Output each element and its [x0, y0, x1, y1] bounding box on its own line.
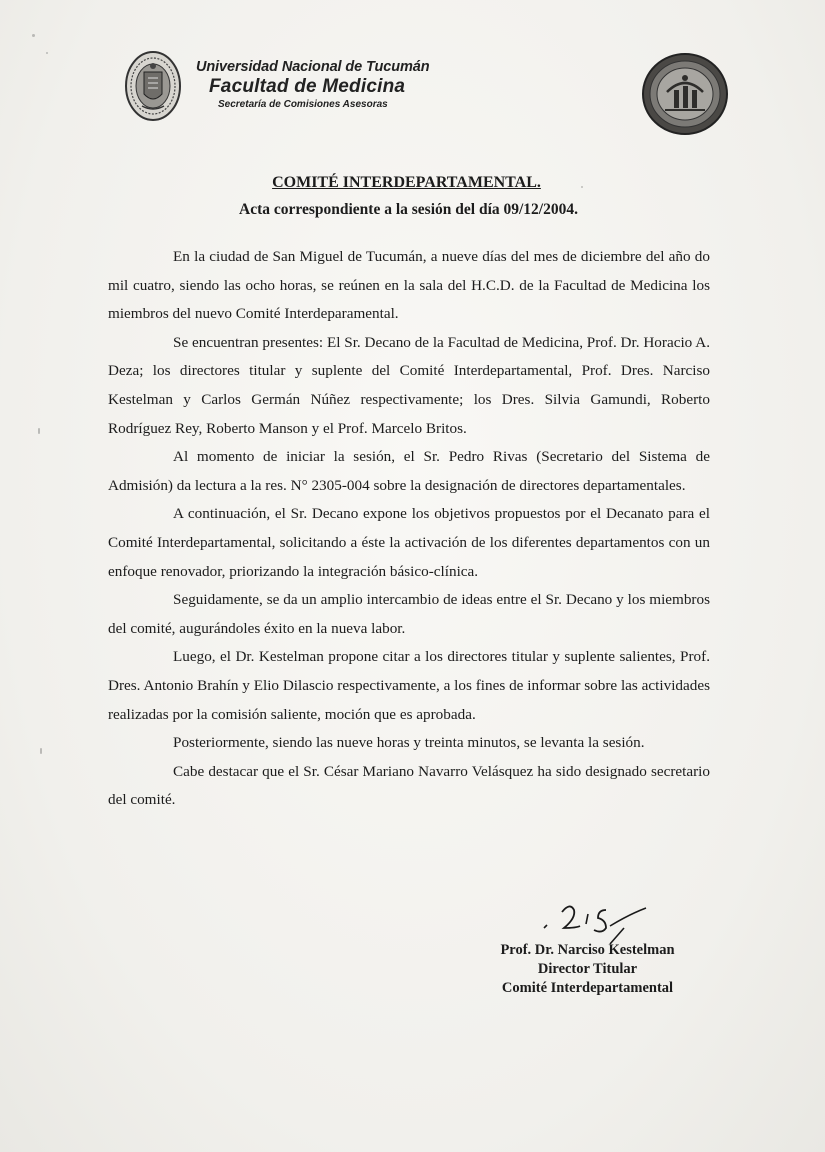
- scan-speck: [38, 428, 40, 434]
- university-seal-icon: [124, 50, 182, 122]
- paragraph: Luego, el Dr. Kestelman propone citar a los directores titular y suplente salientes, Prof. Dres. Antonio Brahín y Elio Dilascio respectivamente, a los fines de informar sobre las actividades realizadas por la comisión saliente, moción que es aprobada.: [108, 648, 710, 723]
- document-body: [108, 243, 710, 815]
- paragraph: Se encuentran presentes: El Sr. Decano de la Facultad de Medicina, Prof. Dr. Horacio A. Deza; los directores titular y suplente del Comité Interdepartamental, Prof. Dres. Narciso Kestelman y Carlos Germán Núñez respectivamente; los Dres. Silvia Gamundi, Roberto Rodríguez Rey, Roberto Manson y el Prof. Marcelo Britos.: [108, 333, 710, 437]
- paragraph: A continuación, el Sr. Decano expone los objetivos propuestos por el Decanato para el Comité Interdepartamental, solicitando a éste la activación de los diferentes departamentos con un enfoque renovador, priorizando la integración básico-clínica.: [108, 505, 710, 580]
- document-subtitle: Acta correspondiente a la sesión del día 09/12/2004.: [239, 201, 578, 218]
- scan-speck: [46, 52, 48, 54]
- document-title: COMITÉ INTERDEPARTAMENTAL.: [272, 174, 541, 191]
- scan-speck: [40, 748, 42, 754]
- paragraph: Seguidamente, se da un amplio intercambio de ideas entre el Sr. Decano y los miembros del comité, augurándoles éxito en la nueva labor.: [108, 591, 710, 637]
- secretariat-name: Secretaría de Comisiones Asesoras: [218, 99, 388, 110]
- letterhead: [196, 58, 476, 112]
- faculty-name: Facultad de Medicina: [209, 76, 406, 97]
- signature-block: [470, 941, 705, 998]
- signatory-name: Prof. Dr. Narciso Kestelman: [500, 942, 675, 958]
- paragraph: Posteriormente, siendo las nueve horas y treinta minutos, se levanta la sesión.: [173, 734, 645, 752]
- signatory-committee: Comité Interdepartamental: [501, 980, 674, 996]
- paragraph: Al momento de iniciar la sesión, el Sr. Pedro Rivas (Secretario del Sistema de Admisión) da lectura a la res. N° 2305-004 sobre la designación de directores departamentales.: [108, 448, 710, 494]
- signatory-role: Director Titular: [537, 961, 638, 977]
- paragraph: En la ciudad de San Miguel de Tucumán, a nueve días del mes de diciembre del año do mil cuatro, siendo las ocho horas, se reúnen en la sala del H.C.D. de la Facultad de Medicina los miembros del nuevo Comité Interdeparamental.: [108, 248, 710, 323]
- faculty-seal-icon: [641, 52, 729, 136]
- paragraph: Cabe destacar que el Sr. César Mariano Navarro Velásquez ha sido designado secretario del comité.: [108, 762, 710, 809]
- university-name: Universidad Nacional de Tucumán: [196, 59, 430, 75]
- scan-speck: [581, 186, 583, 188]
- scan-speck: [32, 34, 35, 37]
